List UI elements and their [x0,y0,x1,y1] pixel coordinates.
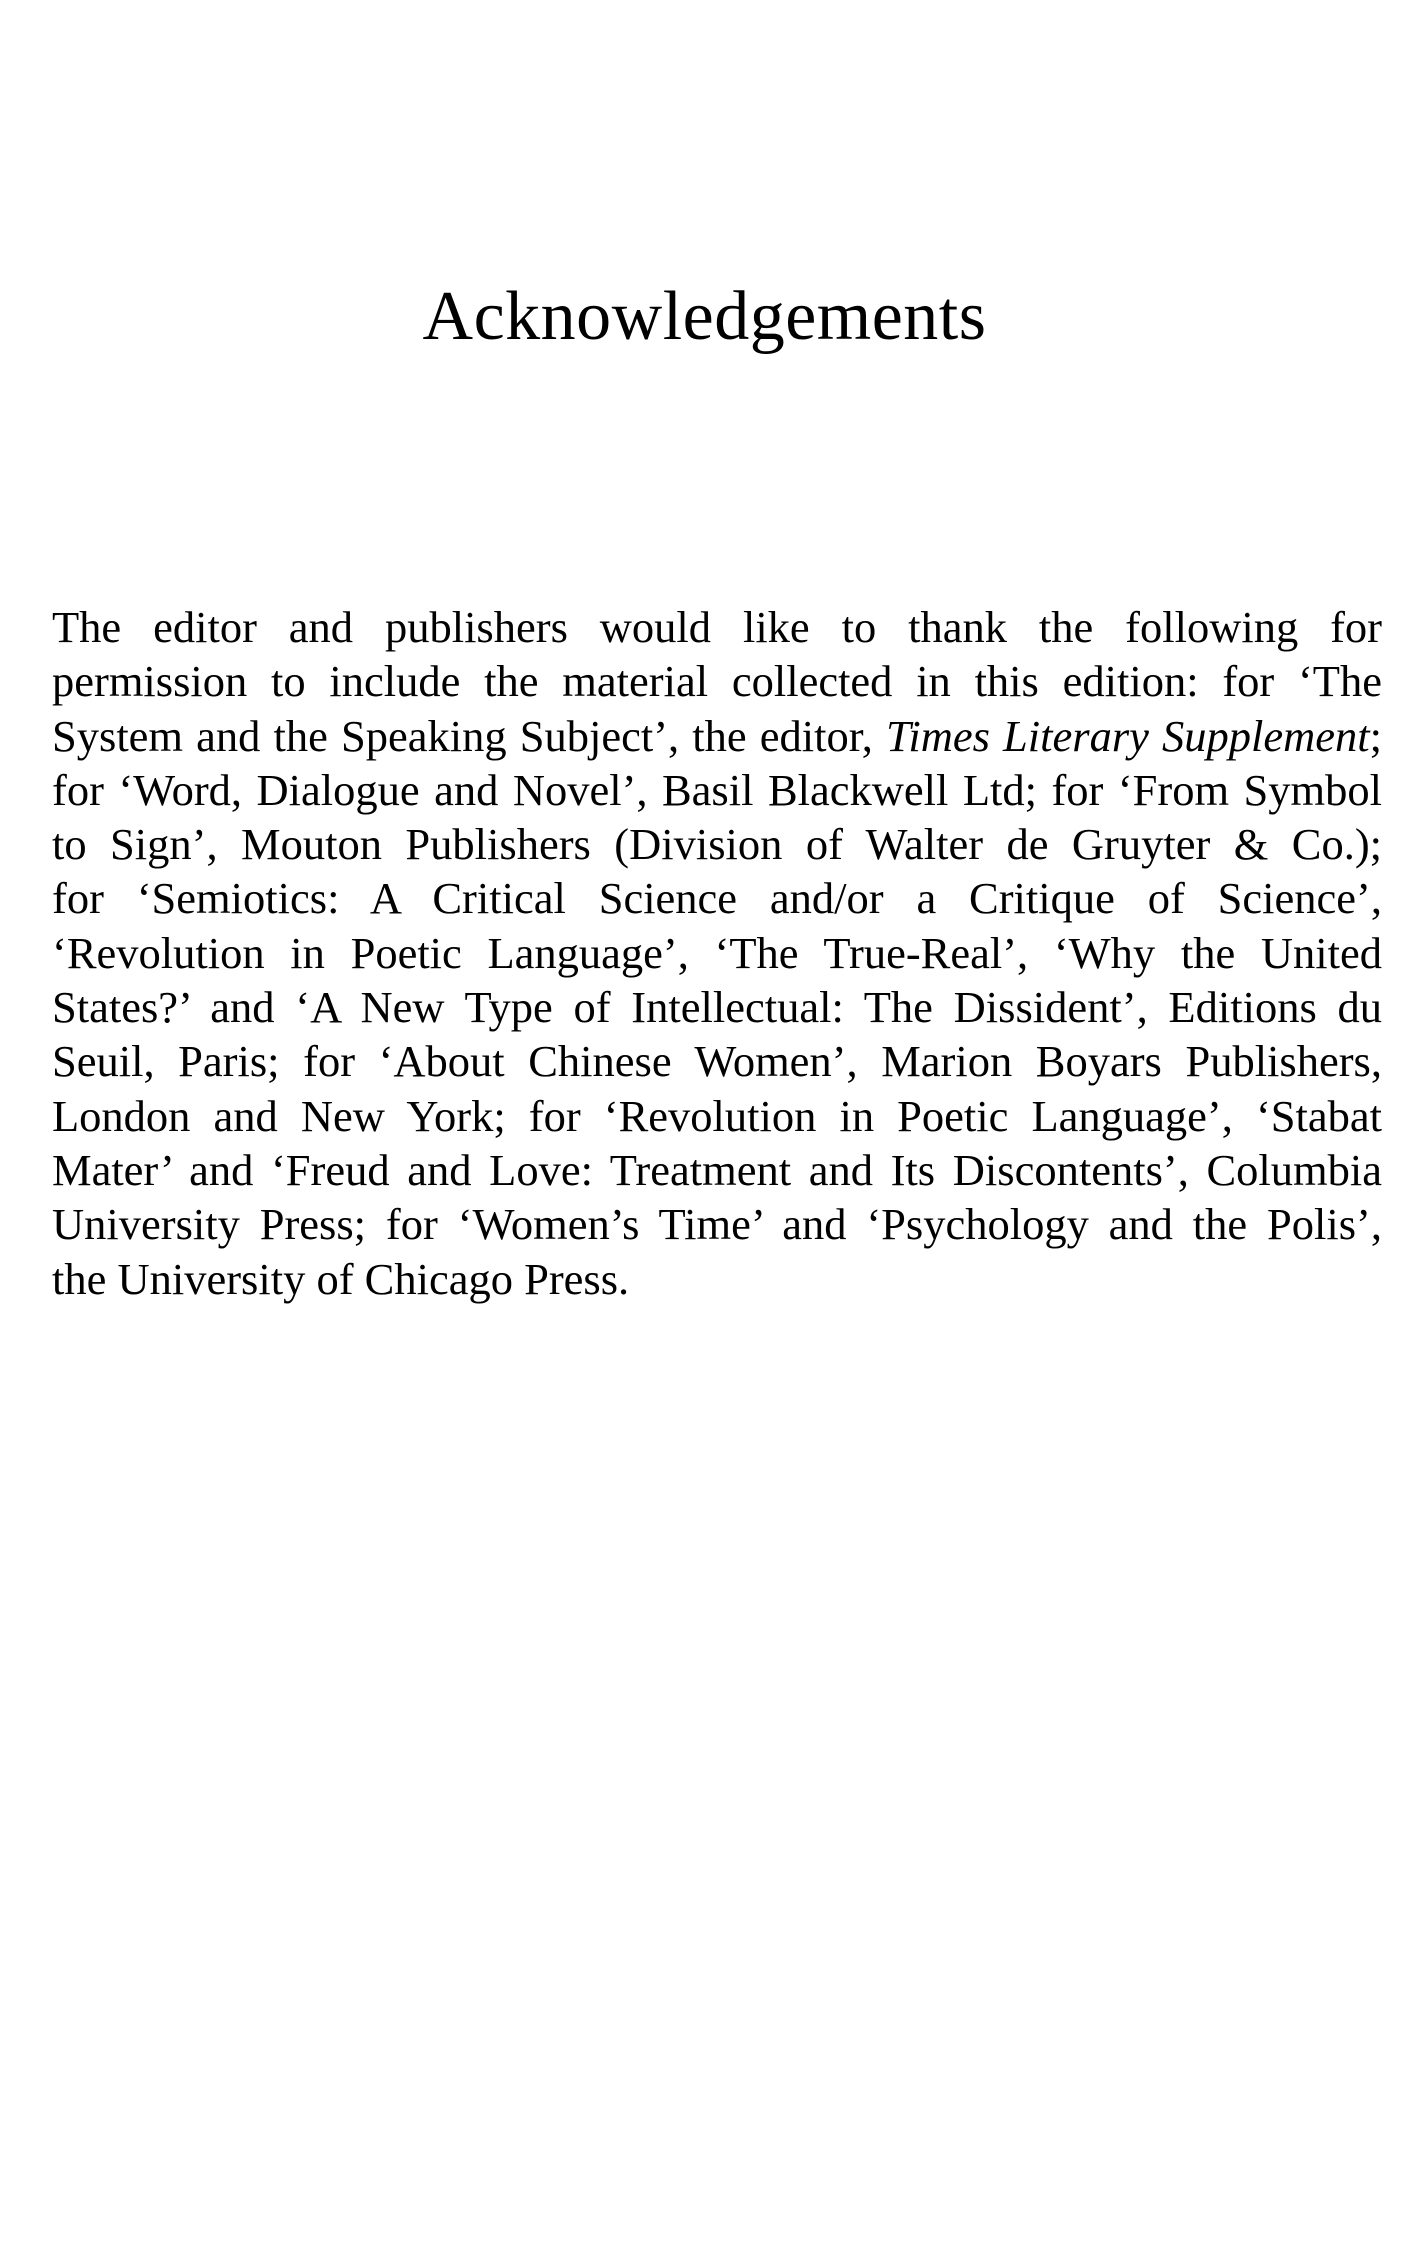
paragraph-line: London and New York; for ‘Revolution in Poetic Language’, ‘Stabat [52,1090,1382,1141]
paragraph-line: for ‘Word, Dialogue and Novel’, Basil Blackwell Ltd; for ‘From Symbol [52,764,1382,815]
paragraph-line: University Press; for ‘Women’s Time’ and ‘Psychology and the Polis’, [52,1199,1382,1250]
paragraph-line: for ‘Semiotics: A Critical Science and/or a Critique of Science’, [52,873,1382,924]
paragraph-line: permission to include the material collected in this edition: for ‘The [52,656,1382,707]
page-title: Acknowledgements [422,278,987,355]
paragraph-line: States?’ and ‘A New Type of Intellectual: The Dissident’, Editions du [52,982,1382,1033]
paragraph-line: ‘Revolution in Poetic Language’, ‘The True-Real’, ‘Why the United [52,927,1382,978]
paragraph-text: ; [1369,710,1383,761]
paragraph-line: Seuil, Paris; for ‘About Chinese Women’, Marion Boyars Publishers, [52,1036,1382,1087]
paragraph-line [52,709,1382,763]
paragraph-line: The editor and publishers would like to thank the following for [52,602,1382,652]
paragraph-line: the University of Chicago Press. [52,1253,630,1304]
journal-title-italic: Times Literary Supplement [886,710,1370,761]
paragraph-line: to Sign’, Mouton Publishers (Division of Walter de Gruyter & Co.); [52,819,1382,870]
acknowledgements-paragraph [52,600,1382,1306]
paragraph-line: Mater’ and ‘Freud and Love: Treatment and Its Discontents’, Columbia [52,1144,1382,1195]
paragraph-text: System and the Speaking Subject’, the editor, [52,710,887,761]
